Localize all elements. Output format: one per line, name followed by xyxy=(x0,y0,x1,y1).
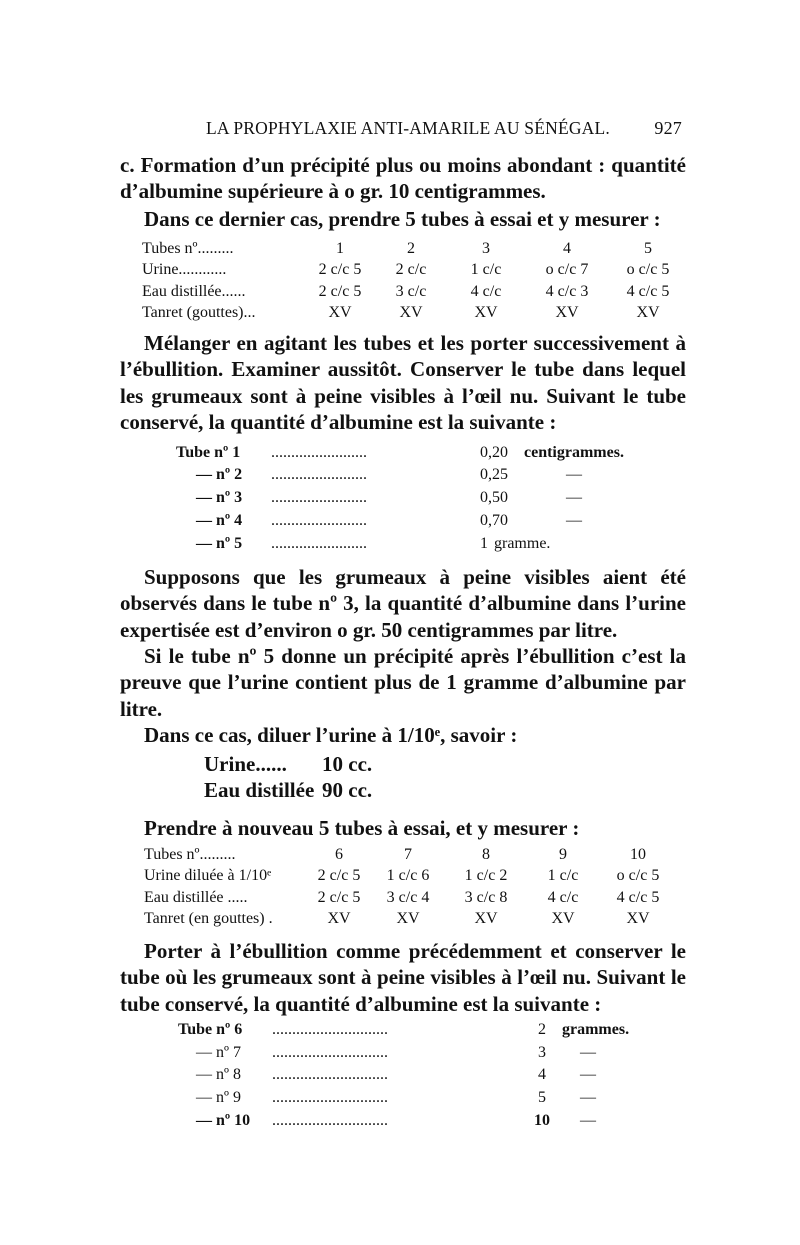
list-label: — nº 3 xyxy=(196,489,243,506)
table-cell: Eau distillée...... xyxy=(142,282,246,300)
list-unit: gramme. xyxy=(494,535,551,552)
list-unit: — xyxy=(566,489,582,506)
table-cell: 2 c/c xyxy=(395,261,427,279)
table-cell: Eau distillée ..... xyxy=(144,888,248,906)
table-row xyxy=(142,238,684,260)
table-cell: 2 c/c 5 xyxy=(317,888,361,906)
paragraph-c: c. Formation d’un précipité plus ou moins abondant : quantité d’albumine supérieure à o gr. 10 centigrammes. xyxy=(120,153,686,204)
table-cell: 7 xyxy=(404,845,412,863)
page-number: 927 xyxy=(654,118,682,138)
list-value: 3 xyxy=(538,1044,546,1061)
list-label: — nº 7 xyxy=(196,1044,241,1061)
table-cell: 3 c/c xyxy=(395,282,427,300)
table-cell: 4 xyxy=(563,239,571,257)
list-label: — nº 2 xyxy=(196,466,243,483)
list-unit: centigrammes. xyxy=(524,444,624,461)
table-cell: XV xyxy=(551,910,575,928)
paragraph-melanger: Mélanger en agitant les tubes et les porter successivement à l’ébullition. Examiner aussitôt. Conserver le tube dans lequel les grumeaux sont à peine visibles à l’œil nu. Suivant le tube conservé, la quantité d’albumine est la suivante : xyxy=(120,331,686,435)
list-label: — nº 9 xyxy=(196,1089,241,1106)
table-cell: Tanret (gouttes)... xyxy=(142,304,256,322)
list-value: 10 xyxy=(534,1112,550,1129)
table-cell: XV xyxy=(474,910,498,928)
list-unit: grammes. xyxy=(562,1021,630,1038)
leader-dots: ............................. xyxy=(272,1112,388,1129)
dilution-urine-value: 10 cc. xyxy=(322,752,373,776)
list-unit: — xyxy=(566,466,582,483)
table-cell: 6 xyxy=(335,845,343,863)
table-cell: 2 xyxy=(407,239,415,257)
table-row xyxy=(142,281,684,303)
table-cell: XV xyxy=(555,304,579,322)
table-cell: 1 c/c 2 xyxy=(464,867,508,885)
dilution-urine-label: Urine...... xyxy=(204,752,287,776)
table-cell: o c/c 5 xyxy=(626,261,670,279)
list-value: 4 xyxy=(538,1066,546,1083)
table-cell: 2 c/c 5 xyxy=(318,282,362,300)
table-cell: XV xyxy=(474,304,498,322)
list-value: 1 xyxy=(480,535,488,552)
leader-dots: ............................. xyxy=(272,1021,388,1038)
list-label: — nº 4 xyxy=(196,512,243,529)
paragraph-porter: Porter à l’ébullition comme précédemment et conserver le tube où les grumeaux sont à peine visibles à l’œil nu. Suivant le tube conservé, la quantité d’albumine est la suivante : xyxy=(120,939,686,1016)
table-cell: XV xyxy=(327,910,351,928)
table-cell: XV xyxy=(399,304,423,322)
paragraph-diluer: Dans ce cas, diluer l’urine à 1/10ᵉ, savoir : xyxy=(144,723,518,747)
dilution-water-label: Eau distillée xyxy=(204,778,315,802)
paragraph-dernier-cas: Dans ce dernier cas, prendre 5 tubes à essai et y mesurer : xyxy=(144,207,661,231)
list-label: — nº 8 xyxy=(196,1066,241,1083)
list-label: — nº 5 xyxy=(196,535,243,552)
table-tubes-6-10 xyxy=(144,844,676,930)
leader-dots: ............................. xyxy=(272,1066,388,1083)
paragraph-supposons: Supposons que les grumeaux à peine visibles aient été observés dans le tube nº 3, la quantité d’albumine dans l’urine expertisée est d’environ o gr. 50 centigrammes par litre. xyxy=(120,565,686,642)
table-row xyxy=(144,909,676,931)
table-cell: 9 xyxy=(559,845,567,863)
list-unit: — xyxy=(580,1066,596,1083)
table-cell: XV xyxy=(626,910,650,928)
leader-dots: ........................ xyxy=(271,489,367,506)
list-value: 5 xyxy=(538,1089,546,1106)
table-cell: 1 c/c 6 xyxy=(386,867,430,885)
table-row xyxy=(144,866,676,888)
list-unit: — xyxy=(580,1112,596,1129)
table-cell: Tubes nº......... xyxy=(144,845,236,863)
leader-dots: ........................ xyxy=(271,466,367,483)
table-row xyxy=(142,303,684,325)
list-value: 0,50 xyxy=(480,489,508,506)
list-unit: — xyxy=(566,512,582,529)
table-cell: 4 c/c 3 xyxy=(545,282,589,300)
list-value: 0,70 xyxy=(480,512,508,529)
table-cell: 4 c/c xyxy=(547,888,579,906)
table-cell: 3 c/c 8 xyxy=(464,888,508,906)
leader-dots: ........................ xyxy=(271,512,367,529)
table-cell: 4 c/c 5 xyxy=(626,282,670,300)
table-cell: 2 c/c 5 xyxy=(318,261,362,279)
table-cell: 10 xyxy=(630,845,646,863)
table-cell: o c/c 7 xyxy=(545,261,589,279)
table-cell: 1 xyxy=(336,239,344,257)
leader-dots: ........................ xyxy=(271,444,367,461)
list-value: 0,25 xyxy=(480,466,508,483)
paragraph-si-tube-5: Si le tube nº 5 donne un précipité après l’ébullition c’est la preuve que l’urine contient plus de 1 gramme d’albumine par litre. xyxy=(120,644,686,721)
table-cell: XV xyxy=(328,304,352,322)
table-cell: XV xyxy=(396,910,420,928)
table-cell: 5 xyxy=(644,239,652,257)
leader-dots: ........................ xyxy=(271,535,367,552)
dilution-water-value: 90 cc. xyxy=(322,778,373,802)
table-cell: 4 c/c xyxy=(470,282,502,300)
header-title: LA PROPHYLAXIE ANTI-AMARILE AU SÉNÉGAL. xyxy=(206,118,610,138)
table-cell: 8 xyxy=(482,845,490,863)
table-cell: XV xyxy=(636,304,660,322)
table-cell: Urine diluée à 1/10ᵉ xyxy=(144,867,272,885)
running-header xyxy=(206,118,682,142)
table-cell: 4 c/c 5 xyxy=(616,888,660,906)
table-cell: Tubes nº......... xyxy=(142,239,234,257)
list-unit: — xyxy=(580,1044,596,1061)
list-value: 2 xyxy=(538,1021,546,1038)
table-cell: 1 c/c xyxy=(470,261,502,279)
list-value: 0,20 xyxy=(480,444,508,461)
table-cell: o c/c 5 xyxy=(616,867,660,885)
list-label: Tube nº 6 xyxy=(178,1021,243,1038)
table-row xyxy=(144,844,676,866)
list-label: — nº 10 xyxy=(196,1112,251,1129)
table-cell: 2 c/c 5 xyxy=(317,867,361,885)
table-cell: Tanret (en gouttes) . xyxy=(144,910,273,928)
paragraph-prendre: Prendre à nouveau 5 tubes à essai, et y mesurer : xyxy=(144,816,580,840)
leader-dots: ............................. xyxy=(272,1089,388,1106)
table-row xyxy=(142,260,684,282)
table-tubes-1-5 xyxy=(142,238,684,324)
list-unit: — xyxy=(580,1089,596,1106)
table-cell: 1 c/c xyxy=(547,867,579,885)
table-row xyxy=(144,887,676,909)
table-cell: 3 xyxy=(482,239,490,257)
table-cell: Urine............ xyxy=(142,261,227,279)
table-cell: 3 c/c 4 xyxy=(386,888,430,906)
leader-dots: ............................. xyxy=(272,1044,388,1061)
list-label: Tube nº 1 xyxy=(176,444,241,461)
